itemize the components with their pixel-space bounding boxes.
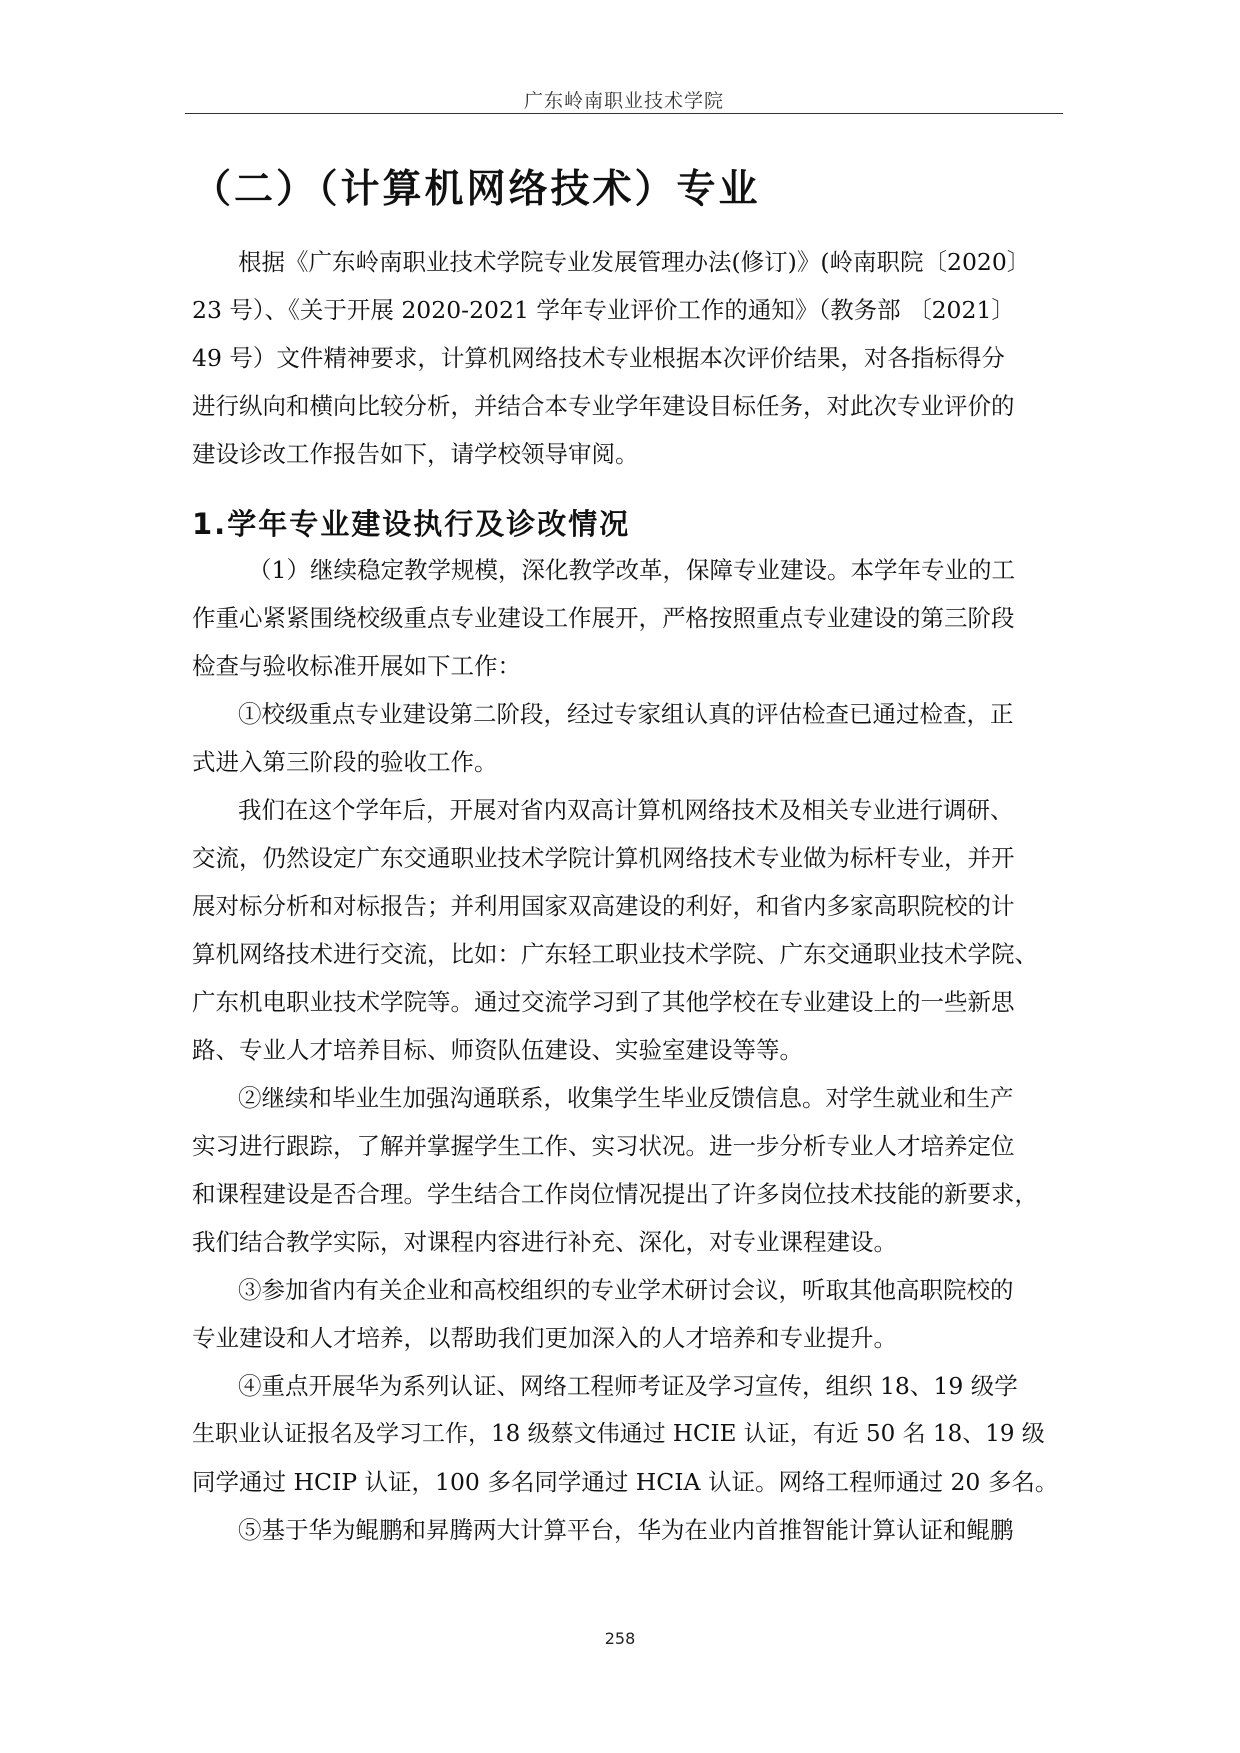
body-line-3: 49 号）文件精神要求，计算机网络技术专业根据本次评价结果，对各指标得分 xyxy=(192,344,1005,372)
body-line-24: 生职业认证报名及学习工作，18 级蔡文伟通过 HCIE 认证，有近 50 名 18、19 级 xyxy=(192,1421,1045,1447)
body-line-25: 同学通过 HCIP 认证，100 多名同学通过 HCIA 认证。网络工程师通过 20 多名。 xyxy=(192,1468,1059,1496)
body-line-18: 实习进行跟踪，了解并掌握学生工作、实习状况。进一步分析专业人才培养定位 xyxy=(192,1132,1015,1160)
body-line-13: 展对标分析和对标报告；并利用国家双高建设的利好，和省内多家高职院校的计 xyxy=(192,892,1015,920)
body-line-2: 23 号）、《关于开展 2020-2021 学年专业评价工作的通知》（教务部 〔2021〕 xyxy=(192,296,1015,324)
body-line-9: ①校级重点专业建设第二阶段，经过专家组认真的评估检查已通过检查，正 xyxy=(238,700,1014,728)
body-line-5: 建设诊改工作报告如下，请学校领导审阅。 xyxy=(192,440,639,468)
body-line-15: 广东机电职业技术学院等。通过交流学习到了其他学校在专业建设上的一些新思 xyxy=(192,988,1015,1016)
section-heading: 1.学年专业建设执行及诊改情况 xyxy=(192,507,631,541)
body-line-7: 作重心紧紧围绕校级重点专业建设工作展开，严格按照重点专业建设的第三阶段 xyxy=(192,604,1015,632)
body-line-19: 和课程建设是否合理。学生结合工作岗位情况提出了许多岗位技术技能的新要求， xyxy=(192,1180,1038,1208)
body-line-16: 路、专业人才培养目标、师资队伍建设、实验室建设等等。 xyxy=(192,1036,803,1064)
body-line-11: 我们在这个学年后，开展对省内双高计算机网络技术及相关专业进行调研、 xyxy=(238,796,1014,824)
body-line-12: 交流，仍然设定广东交通职业技术学院计算机网络技术专业做为标杆专业，并开 xyxy=(192,844,1015,872)
body-line-21: ③参加省内有关企业和高校组织的专业学术研讨会议，听取其他高职院校的 xyxy=(238,1276,1014,1304)
header-divider xyxy=(185,113,1063,114)
body-line-6: （1）继续稳定教学规模，深化教学改革，保障专业建设。本学年专业的工 xyxy=(248,556,1015,584)
body-line-26: ⑤基于华为鲲鹏和昇腾两大计算平台，华为在业内首推智能计算认证和鲲鹏 xyxy=(238,1516,1014,1544)
body-line-22: 专业建设和人才培养，以帮助我们更加深入的人才培养和专业提升。 xyxy=(192,1324,897,1352)
body-line-4: 进行纵向和横向比较分析，并结合本专业学年建设目标任务，对此次专业评价的 xyxy=(192,392,1015,420)
body-line-1: 根据《广东岭南职业技术学院专业发展管理办法(修订)》(岭南职院〔2020〕 xyxy=(238,248,1031,276)
body-line-17: ②继续和毕业生加强沟通联系，收集学生毕业反馈信息。对学生就业和生产 xyxy=(238,1084,1014,1112)
page-number: 258 xyxy=(604,1629,636,1648)
body-line-10: 式进入第三阶段的验收工作。 xyxy=(192,748,498,776)
running-header: 广东岭南职业技术学院 xyxy=(523,90,724,112)
page-title: （二）（计算机网络技术）专业 xyxy=(192,167,761,212)
body-line-23: ④重点开展华为系列认证、网络工程师考证及学习宣传，组织 18、19 级学 xyxy=(238,1372,1018,1400)
body-line-8: 检查与验收标准开展如下工作： xyxy=(192,652,521,680)
body-line-20: 我们结合教学实际，对课程内容进行补充、深化，对专业课程建设。 xyxy=(192,1228,897,1256)
body-line-14: 算机网络技术进行交流，比如：广东轻工职业技术学院、广东交通职业技术学院、 xyxy=(192,940,1038,968)
